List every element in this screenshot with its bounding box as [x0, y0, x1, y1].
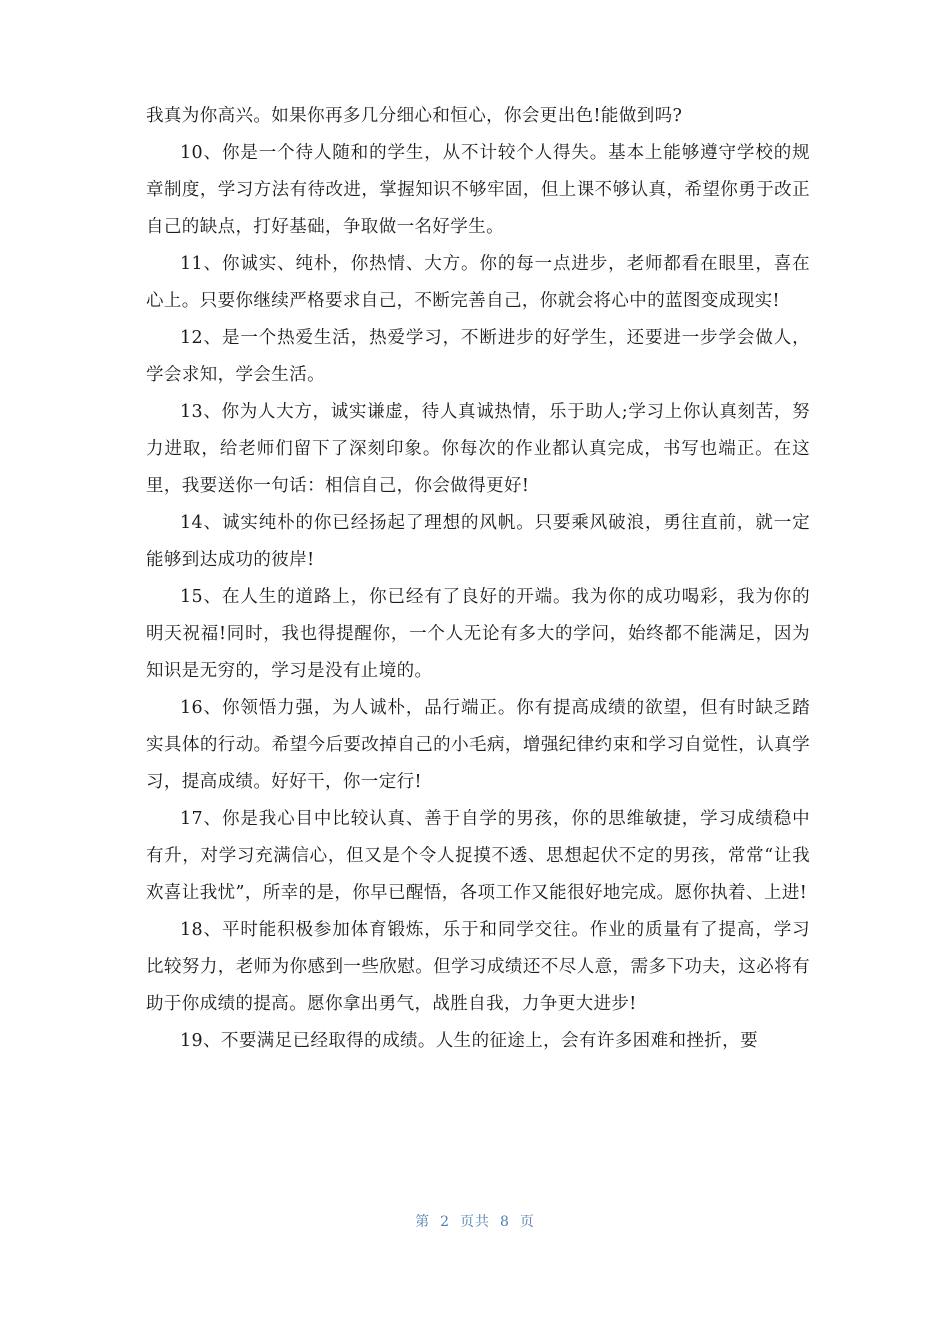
paragraph-14: 14、诚实纯朴的你已经扬起了理想的风帆。只要乘风破浪，勇往直前，就一定能够到达成功的彼岸! — [146, 513, 810, 570]
footer-middle: 页共 — [460, 1214, 490, 1230]
paragraph-16: 16、你领悟力强，为人诚朴，品行端正。你有提高成绩的欲望，但有时缺乏踏实具体的行动。希望今后要改掉自己的小毛病，增强纪律约束和学习自觉性，认真学习，提高成绩。好好干，你一定行! — [146, 698, 810, 792]
paragraph-18: 18、平时能积极参加体育锻炼，乐于和同学交往。作业的质量有了提高，学习比较努力，老师为你感到一些欣慰。但学习成绩还不尽人意，需多下功夫，这必将有助于你成绩的提高。愿你拿出勇气，战胜自我，力争更大进步! — [146, 920, 810, 1014]
paragraph-19: 19、不要满足已经取得的成绩。人生的征途上，会有许多困难和挫折，要 — [180, 1031, 758, 1051]
footer-current-page: 2 — [440, 1214, 450, 1230]
footer-prefix: 第 — [415, 1214, 431, 1230]
paragraph-15: 15、在人生的道路上，你已经有了良好的开端。我为你的成功喝彩，我为你的明天祝福!同时，我也得提醒你，一个人无论有多大的学问，始终都不能满足，因为知识是无穷的，学习是没有止境的。 — [146, 587, 810, 681]
paragraph-continuation: 我真为你高兴。如果你再多几分细心和恒心，你会更出色!能做到吗? — [146, 106, 683, 126]
footer-total-pages: 8 — [500, 1214, 510, 1230]
paragraph-13: 13、你为人大方，诚实谦虚，待人真诚热情，乐于助人;学习上你认真刻苦，努力进取，给老师们留下了深刻印象。你每次的作业都认真完成，书写也端正。在这里，我要送你一句话：相信自己，你会做得更好! — [146, 402, 810, 496]
document-body — [146, 98, 810, 1060]
paragraph-12: 12、是一个热爱生活，热爱学习，不断进步的好学生，还要进一步学会做人，学会求知，学会生活。 — [146, 328, 810, 385]
footer-suffix: 页 — [519, 1214, 535, 1230]
paragraph-11: 11、你诚实、纯朴，你热情、大方。你的每一点进步，老师都看在眼里，喜在心上。只要你继续严格要求自己，不断完善自己，你就会将心中的蓝图变成现实! — [146, 254, 810, 311]
page-number-footer — [0, 1211, 950, 1231]
paragraph-10: 10、你是一个待人随和的学生，从不计较个人得失。基本上能够遵守学校的规章制度，学习方法有待改进，掌握知识不够牢固，但上课不够认真，希望你勇于改正自己的缺点，打好基础，争取做一名好学生。 — [146, 143, 810, 237]
paragraph-17: 17、你是我心目中比较认真、善于自学的男孩，你的思维敏捷，学习成绩稳中有升，对学习充满信心，但又是个令人捉摸不透、思想起伏不定的男孩，常常“让我欢喜让我忧”，所幸的是，你早已醒悟，各项工作又能很好地完成。愿你执着、上进! — [146, 809, 810, 903]
